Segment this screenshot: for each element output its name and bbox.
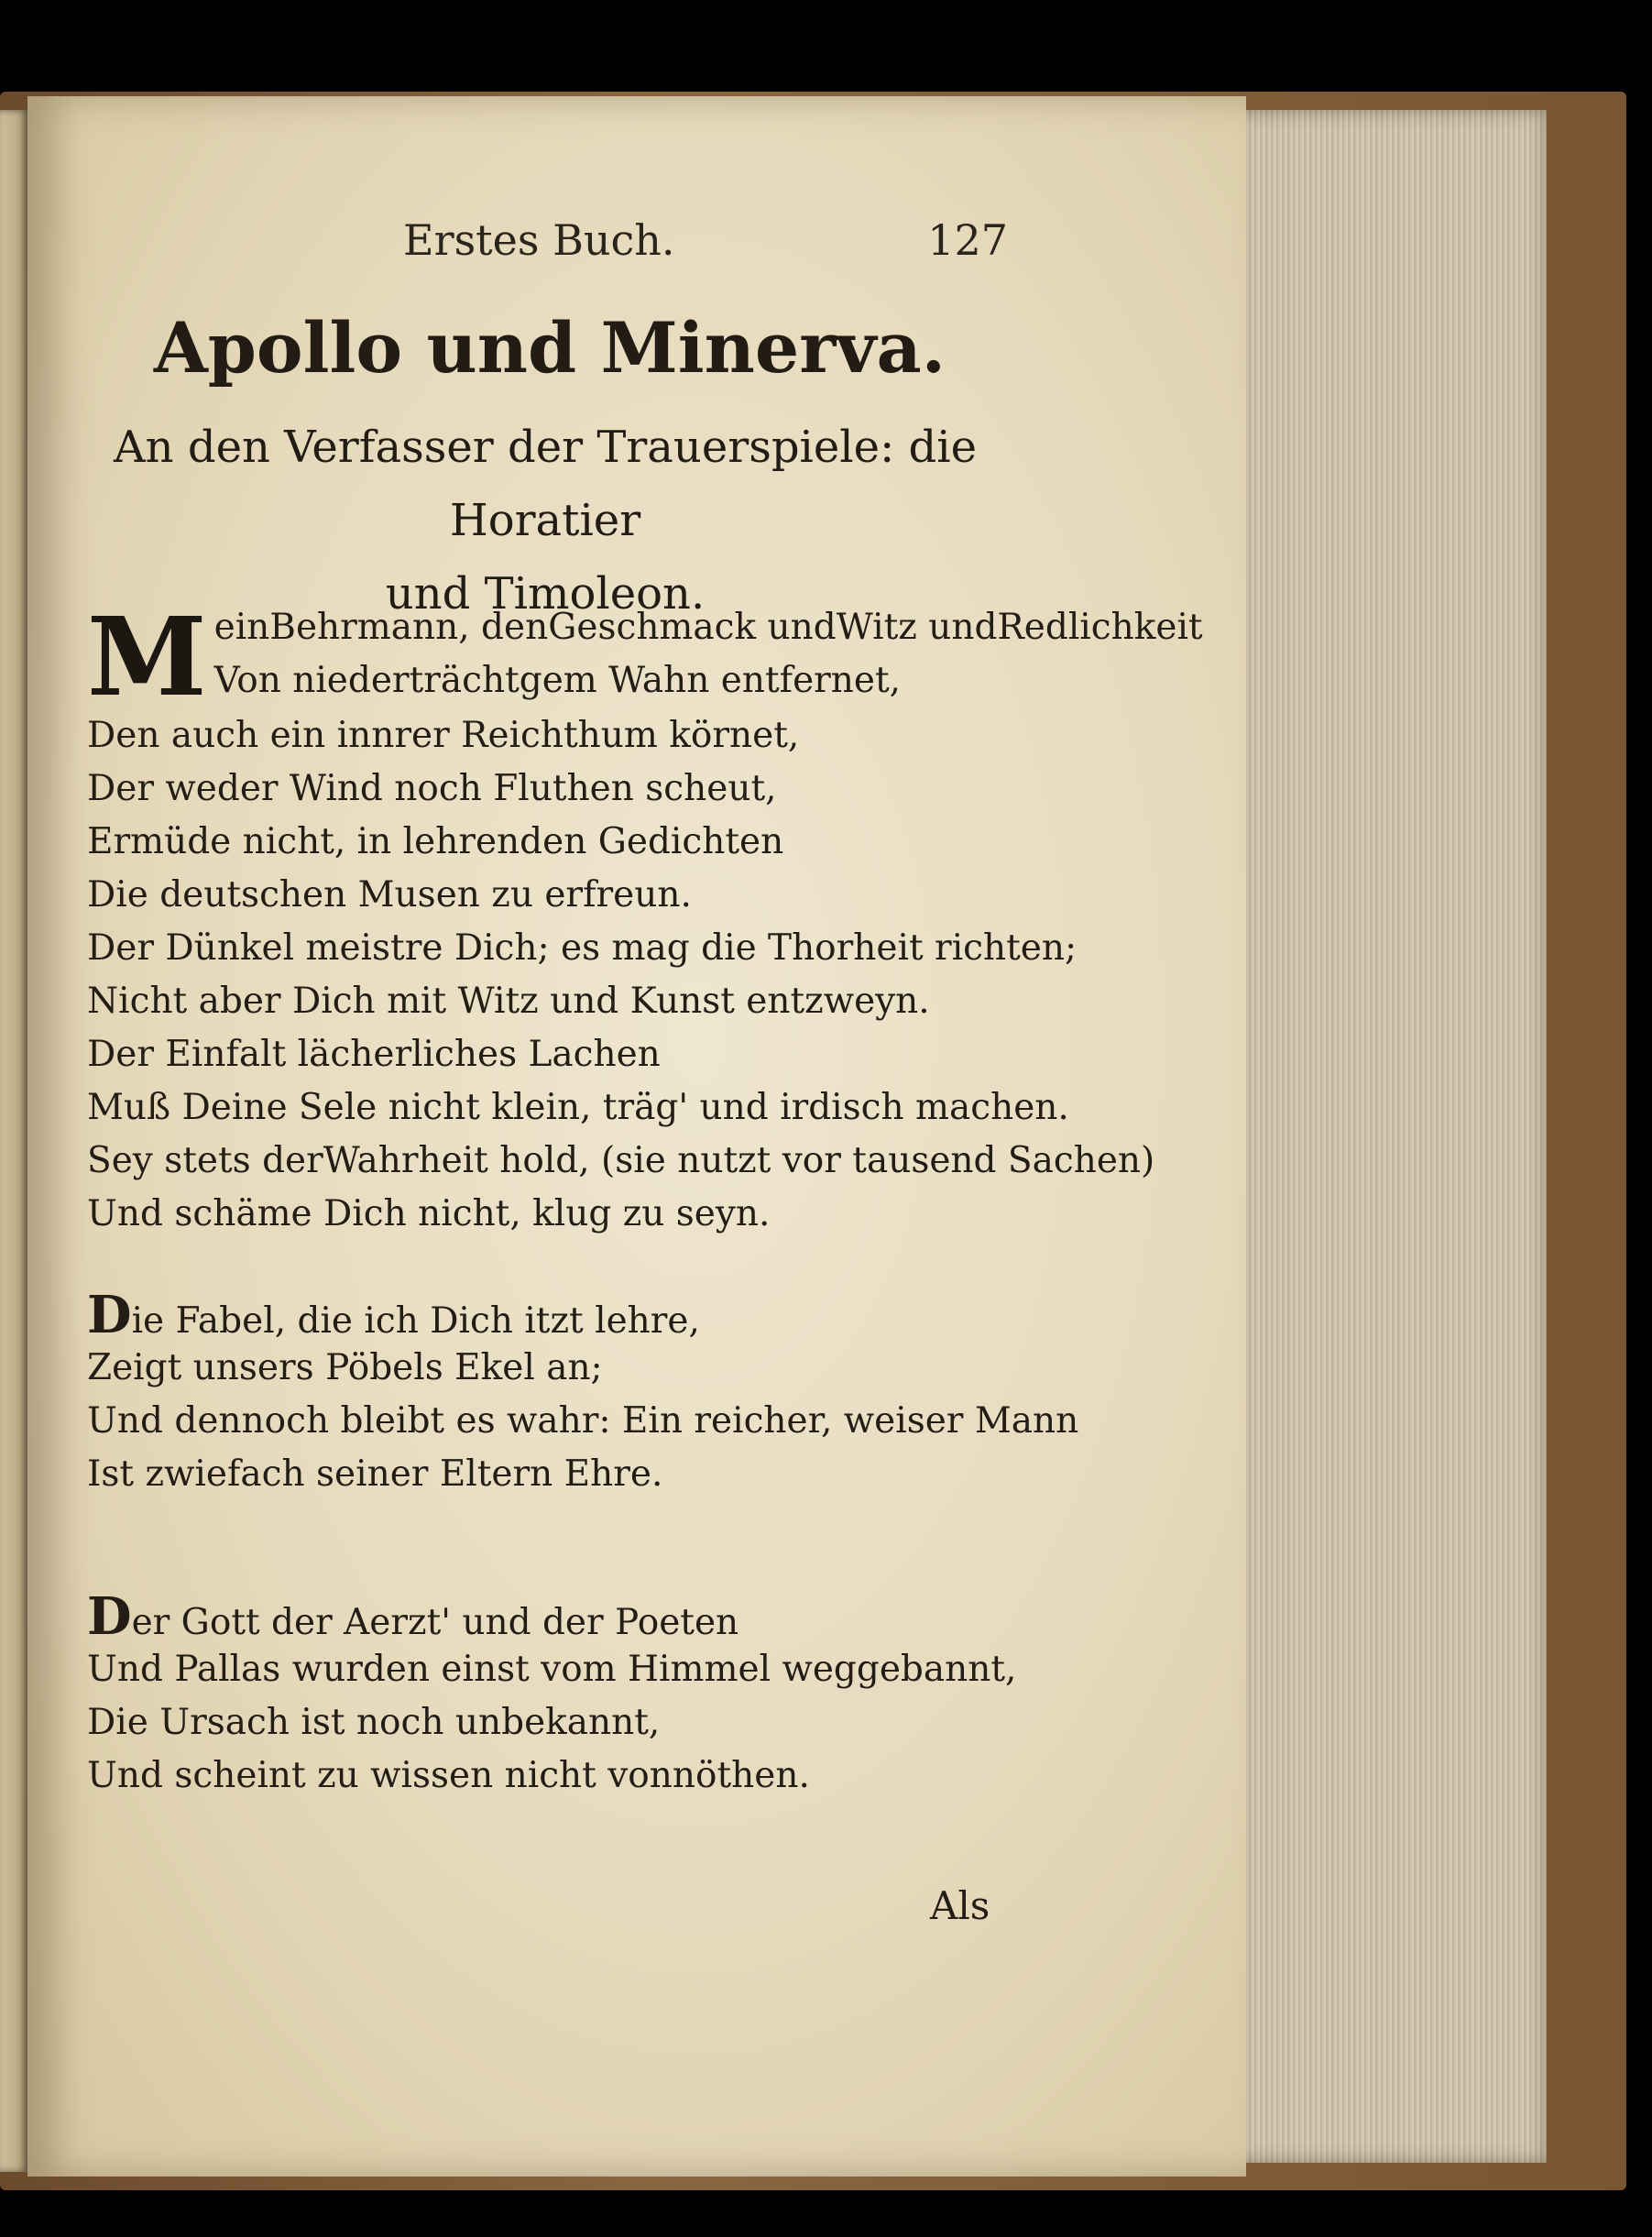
page-block-edges xyxy=(1235,110,1547,2163)
verse-line: Den auch ein innrer Reichthum körnet, xyxy=(87,715,800,756)
page-number: 127 xyxy=(927,215,1008,265)
verse-line-text: er Gott der Aerzt' und der Poeten xyxy=(131,1602,739,1643)
catchword: Als xyxy=(930,1883,990,1928)
verse-line: Und dennoch bleibt es wahr: Ein reicher, weiser Mann xyxy=(87,1400,1079,1442)
verse-line-text: ie Fabel, die ich Dich itzt lehre, xyxy=(131,1300,700,1342)
stanza-initial: D xyxy=(87,1285,132,1345)
stanza-3 xyxy=(87,1586,1017,1803)
poem-dedication xyxy=(82,411,1008,631)
verse-line: Der weder Wind noch Fluthen scheut, xyxy=(87,768,777,809)
verse-line: Nicht aber Dich mit Witz und Kunst entzweyn. xyxy=(87,981,930,1022)
left-page-edge xyxy=(0,110,27,2172)
stanza-initial: D xyxy=(87,1586,132,1647)
poem-title: Apollo und Minerva. xyxy=(153,307,946,389)
verse-line: Ist zwiefach seiner Eltern Ehre. xyxy=(87,1453,663,1495)
stanza-2 xyxy=(87,1285,1079,1501)
verse-line: Die deutschen Musen zu erfreun. xyxy=(87,874,692,916)
verse-line: Von niederträchtgem Wahn entfernet, xyxy=(213,660,902,701)
verse-line: Sey stets derWahrheit hold, (sie nutzt vor tausend Sachen) xyxy=(87,1140,1155,1181)
verse-line xyxy=(87,1586,1016,1647)
verse-line: Die Ursach ist noch unbekannt, xyxy=(87,1702,661,1743)
verse-line: Und Pallas wurden einst vom Himmel weggebannt, xyxy=(87,1649,1017,1690)
verse-line xyxy=(87,1285,1078,1345)
verse-line: Der Einfalt lächerliches Lachen xyxy=(87,1034,661,1075)
verse-line: Muß Deine Sele nicht klein, träg' und irdisch machen. xyxy=(87,1087,1069,1128)
page-header xyxy=(403,215,1008,270)
drop-cap: M xyxy=(87,593,207,720)
verse-line: einBehrmann, denGeschmack undWitz undRedlichkeit xyxy=(213,607,1203,648)
verse-line: Und schäme Dich nicht, klug zu seyn. xyxy=(87,1193,771,1234)
running-head: Erstes Buch. xyxy=(403,215,675,265)
verse-line: Ermüde nicht, in lehrenden Gedichten xyxy=(87,821,784,862)
verse-line: Und scheint zu wissen nicht vonnöthen. xyxy=(87,1755,810,1796)
dedication-line-2: und Timoleon. xyxy=(385,568,706,620)
verse-line: Der Dünkel meistre Dich; es mag die Thorheit richten; xyxy=(87,927,1078,969)
verse-line: Zeigt unsers Pöbels Ekel an; xyxy=(87,1347,603,1388)
dedication-line-1: An den Verfasser der Trauerspiele: die Horatier xyxy=(114,422,977,546)
